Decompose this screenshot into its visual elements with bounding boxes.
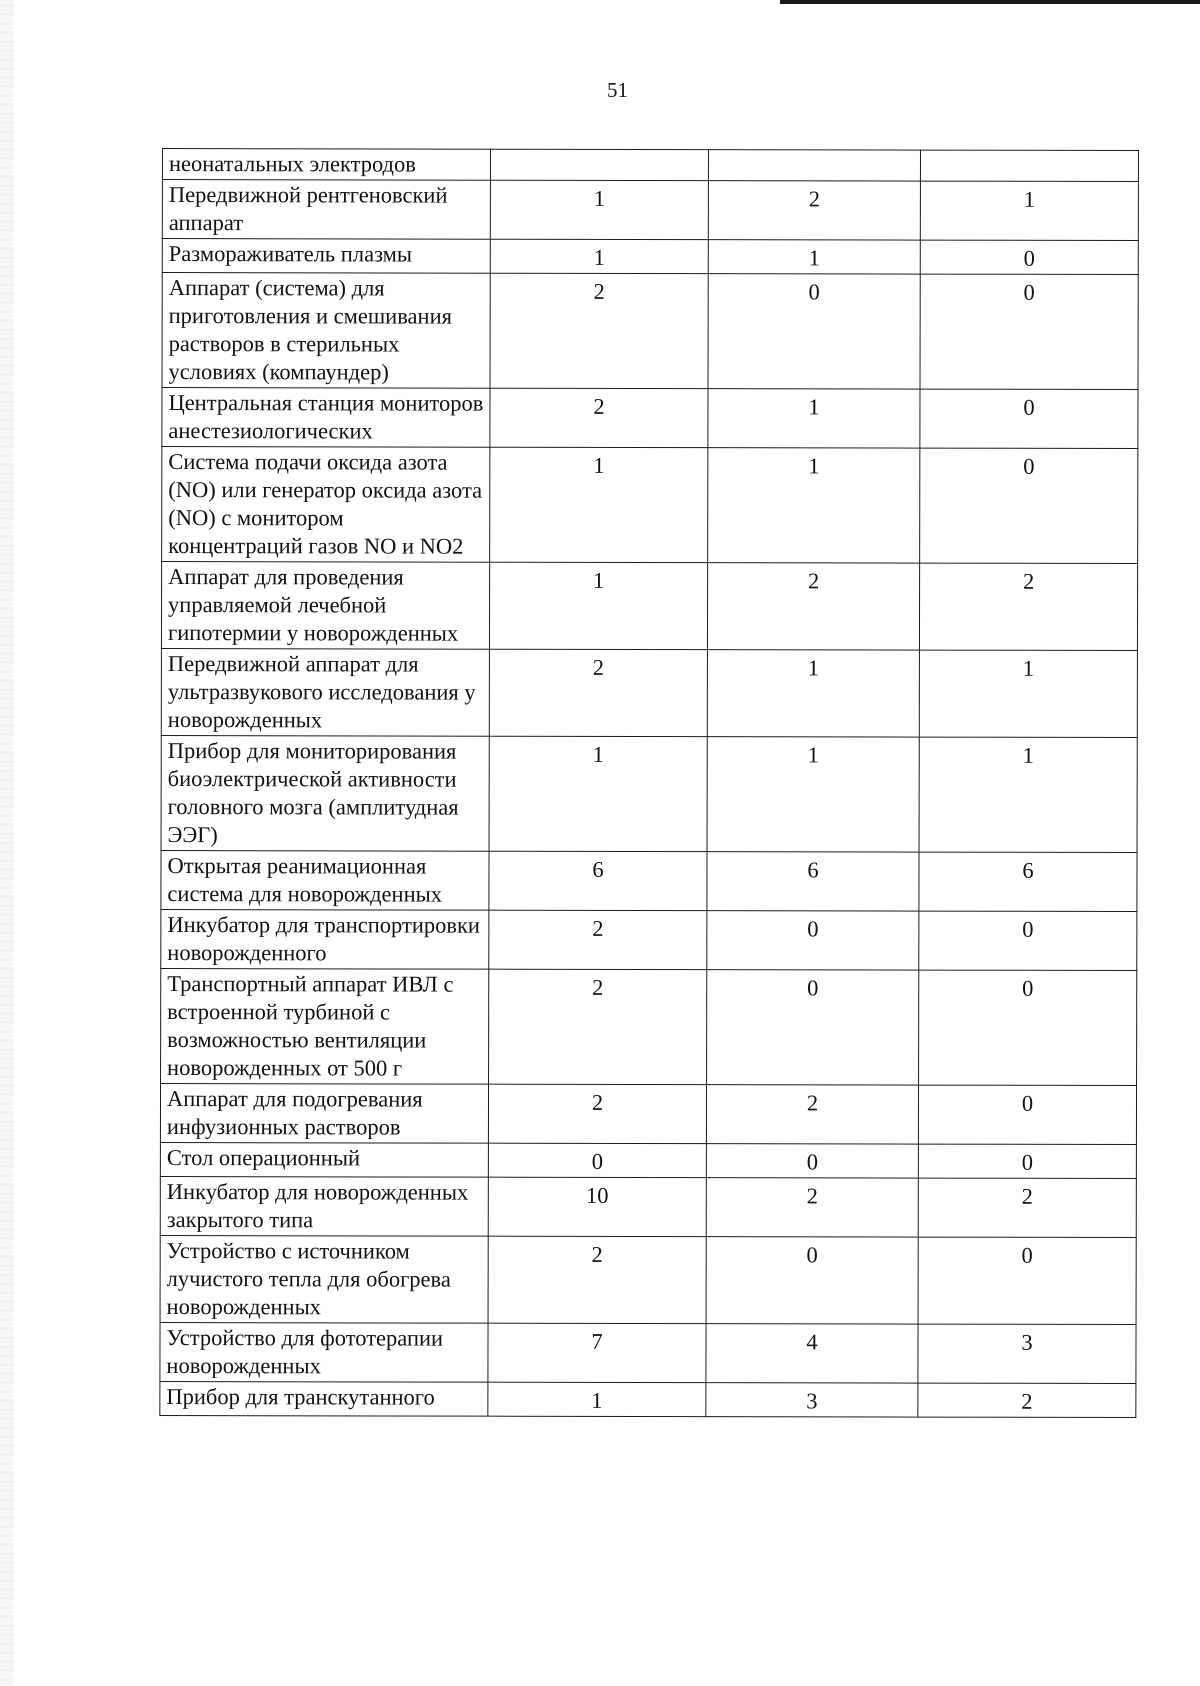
quantity-cell-2: 6 [707,852,919,911]
quantity-cell-2: 2 [707,563,919,650]
quantity-cell-2: 0 [706,1237,918,1324]
quantity-cell-1: 2 [489,649,707,736]
equipment-name-cell: Аппарат (система) для приготовления и смешивания растворов в стерильных условиях (компаундер) [162,273,490,389]
table-row [161,850,1137,911]
quantity-cell-3: 0 [918,1144,1136,1178]
equipment-name-cell: Транспортный аппарат ИВЛ с встроенной турбиной с возможностью вентиляции новорожденных от 500 г [161,968,489,1084]
quantity-cell-2: 0 [708,274,920,389]
top-rule [780,0,1200,4]
quantity-cell-2: 2 [708,181,920,240]
table-row [160,1176,1136,1237]
equipment-name-cell: Стол операционный [160,1142,488,1177]
table-row [161,562,1137,651]
quantity-cell-3: 1 [919,650,1137,737]
equipment-name-cell: Передвижной аппарат для ультразвукового исследования у новорожденных [161,648,489,736]
quantity-cell-1: 1 [490,180,708,239]
quantity-cell-1: 2 [488,1236,706,1323]
quantity-cell-3: 0 [920,389,1138,448]
quantity-cell-3: 0 [919,970,1137,1085]
quantity-cell-3: 3 [918,1324,1136,1383]
table-row [162,180,1138,241]
table-row [162,149,1138,182]
equipment-name-cell: Прибор для транскутанного [160,1381,488,1416]
quantity-cell-1: 1 [488,1382,706,1416]
equipment-name-cell: Размораживатель плазмы [162,239,490,274]
quantity-cell-3: 0 [920,240,1138,274]
quantity-cell-3: 1 [920,181,1138,240]
equipment-table-body [160,149,1139,1418]
equipment-name-cell: Система подачи оксида азота (NO) или генератор оксида азота (NO) с монитором концентраций газов NO и NO2 [162,447,490,563]
quantity-cell-1: 1 [489,562,707,649]
quantity-cell-2: 0 [707,911,919,970]
equipment-name-cell: неонатальных электродов [162,149,490,181]
table-row [162,447,1138,564]
quantity-cell-2: 1 [708,240,920,274]
quantity-cell-3: 2 [918,1383,1136,1417]
quantity-cell-1 [490,149,708,180]
quantity-cell-1: 7 [488,1323,706,1382]
quantity-cell-1: 1 [490,239,708,273]
quantity-cell-3: 1 [919,737,1137,852]
equipment-name-cell: Инкубатор для новорожденных закрытого типа [160,1176,488,1236]
quantity-cell-1: 1 [490,447,708,562]
quantity-cell-2: 0 [706,1144,918,1178]
quantity-cell-3: 2 [919,563,1137,650]
table-row [161,648,1137,737]
equipment-table [159,148,1139,1418]
quantity-cell-3: 6 [919,852,1137,911]
equipment-name-cell: Устройство с источником лучистого тепла для обогрева новорожденных [160,1235,488,1323]
quantity-cell-1: 2 [489,910,707,969]
quantity-cell-2: 3 [706,1383,918,1417]
quantity-cell-3: 0 [920,274,1138,389]
page-number: 51 [607,78,628,102]
equipment-name-cell: Инкубатор для транспортировки новорожденного [161,909,489,969]
quantity-cell-2: 2 [706,1178,918,1237]
quantity-cell-1: 2 [490,388,708,447]
quantity-cell-2 [708,150,920,181]
quantity-cell-2: 0 [707,970,919,1085]
quantity-cell-2: 1 [707,650,919,737]
quantity-cell-1: 2 [489,969,707,1084]
table-row [162,239,1138,275]
table-row [160,1142,1136,1178]
quantity-cell-1: 6 [489,851,707,910]
scan-edge [0,0,14,1686]
table-row [160,1322,1136,1383]
quantity-cell-1: 1 [489,736,707,851]
table-row [160,1381,1136,1417]
table-row [162,273,1138,390]
quantity-cell-1: 2 [490,273,708,388]
quantity-cell-1: 0 [488,1143,706,1177]
equipment-name-cell: Устройство для фототерапии новорожденных [160,1322,488,1382]
equipment-name-cell: Передвижной рентгеновский аппарат [162,180,490,240]
quantity-cell-3 [920,150,1138,181]
quantity-cell-3: 0 [919,911,1137,970]
table-row [162,388,1138,449]
quantity-cell-2: 1 [708,389,920,448]
quantity-cell-3: 2 [918,1178,1136,1237]
quantity-cell-3: 0 [918,1085,1136,1144]
table-row [161,735,1137,852]
equipment-name-cell: Прибор для мониторирования биоэлектрической активности головного мозга (амплитудная ЭЭГ) [161,735,489,851]
quantity-cell-2: 2 [706,1085,918,1144]
quantity-cell-2: 1 [707,737,919,852]
quantity-cell-2: 1 [708,448,920,563]
quantity-cell-2: 4 [706,1324,918,1383]
equipment-name-cell: Аппарат для подогревания инфузионных растворов [160,1083,488,1143]
table-row [160,1235,1136,1324]
equipment-name-cell: Открытая реанимационная система для новорожденных [161,850,489,910]
table-row [161,968,1137,1085]
quantity-cell-1: 10 [488,1177,706,1236]
quantity-cell-3: 0 [920,448,1138,563]
equipment-name-cell: Аппарат для проведения управляемой лечебной гипотермии у новорожденных [161,562,489,650]
equipment-name-cell: Центральная станция мониторов анестезиологических [162,388,490,448]
table-row [161,909,1137,970]
quantity-cell-3: 0 [918,1237,1136,1324]
table-row [160,1083,1136,1144]
quantity-cell-1: 2 [488,1084,706,1143]
